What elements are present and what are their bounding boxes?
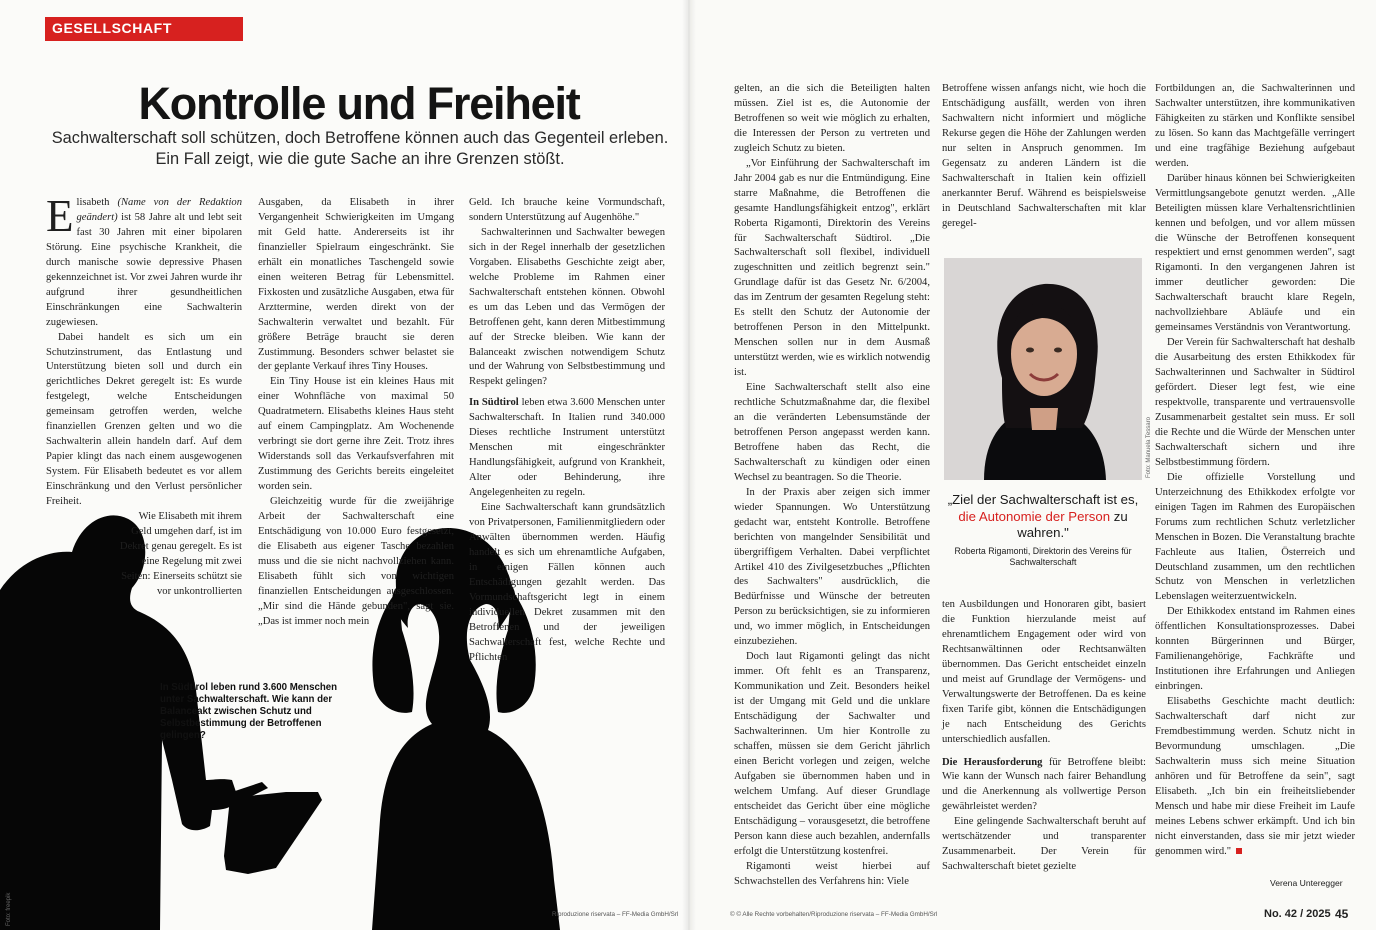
pull-quote-text: [944, 492, 1142, 542]
article-column-5-continued: [942, 598, 1146, 875]
paragraph: [46, 191, 242, 331]
portrait-illustration: [944, 258, 1142, 480]
paragraph: In der Praxis aber zeigen sich immer wieder Spannungen. Wo Unterstützung gedacht war, entsteht Kontrolle. Betroffene berichten von mangelnder Sensibilität und übergriffigem Verhalten. Dabei verpflichtet Artikel 410 des Zivilgesetzbuches „Pflichten des Sachwalters" ausdrücklich, die Bedürfnisse und Wünsche der betreuten Person zu berücksichtigen, sie zu informieren und, wo immer möglich, in Entscheidungen einzubeziehen.: [734, 486, 930, 648]
text-run: „Ziel der Sachwalterschaft ist es,: [947, 492, 1139, 507]
paragraph: [942, 756, 1146, 816]
paragraph: Eine gelingende Sachwalterschaft beruht auf wertschätzender und transparenter Zusammenarbeit. Der Verein für Sachwalterschaft bietet gezielte: [942, 816, 1146, 873]
paragraph: Wie Elisabeth mit ihrem Geld umgehen darf, ist im Dekret genau geregelt. Es ist eine Regelung mit zwei Seiten: Einerseits schützt sie vor unkontrollierten: [119, 511, 242, 597]
clipboard: [224, 792, 322, 874]
text-run: lisabeth: [76, 197, 118, 208]
end-of-article-square-icon: [1236, 848, 1242, 854]
paragraph: „Vor Einführung der Sachwalterschaft im Jahr 2004 gab es nur die Entmündigung. Eine starre Maßnahme, die Betroffenen die gesamte Handlungsfähigkeit entzog", erklärt Roberta Rigamonti, Direktorin des Vereins für Sachwalterschaft Südtirol. „Die Sachwalterschaft soll flexibel, individuell zugeschnitten und zeitlich begrenzt sein." Grundlage dafür ist das Gesetz Nr. 6/2004, das im Zentrum der gesamten Regelung steht: Es stellt den Schutz der Autonomie der betroffenen Person in den Mittelpunkt. Menschen sollen nur in dem Ausmaß unterstützt werden, wie es wirklich notwendig ist.: [734, 157, 930, 379]
headline: Kontrolle und Freiheit: [138, 78, 580, 129]
copyright-footer: Riproduzione riservata – FF-Media GmbH/Srl: [552, 911, 679, 918]
text-run: für Betroffene bleibt: Wie kann der Wunsch nach fairer Behandlung und die Anerkennung als vollwertige Person gewährleistet werden?: [942, 756, 1146, 813]
portrait-photo: [944, 258, 1142, 480]
text-run: leben etwa 3.600 Menschen unter Sachwalterschaft. In Italien rund 340.000 Dieses rechtliche Instrument unterstützt Menschen mit eingeschränkter Handlungsfähigkeit, aufgrund von Krankheit, Alter oder Behinderung, ihre Angelegenheiten zu regeln.: [469, 397, 665, 499]
paragraph: Ausgaben, da Elisabeth in ihrer Vergangenheit Schwierigkeiten im Umgang mit Geld hatte. Andererseits ist ihr finanzieller Spielraum eingeschränkt. Sie erhält ein monatliches Taschengeld sowie einen weiteren Betrag für Lebensmittel. Fixkosten und zusätzliche Ausgaben, etwa für Arzttermine, werden direkt von der Sachwalterin verwaltet und bezahlt. Für größere Beträge braucht sie deren Zustimmung. Besonders schwer belastet sie der geplante Verkauf ihres Tiny Houses.: [258, 197, 454, 373]
paragraph: Der Ethikkodex entstand im Rahmen eines öffentlichen Konsultationsprozesses. Dabei konnten Bürgerinnen und Bürger, Familienangehörige, Fachkräfte und Institutionen ihre Erfahrungen und Anliegen einbringen.: [1155, 606, 1355, 693]
paragraph: Der Verein für Sachwalterschaft hat deshalb die Ausarbeitung des ersten Ethikkodex für Sachwalterinnen und Sachwalter in Südtirol gefördert. Dieser legt fest, wie eine respektvolle, transparente und vertrauensvolle Zusammenarbeit gestaltet sein muss. Er soll die Rechte und die Würde der Menschen unter Sachwalterschaft sichern und ihre Selbstbestimmung fördern.: [1155, 337, 1355, 468]
paragraph: Die offizielle Vorstellung und Unterzeichnung des Ethikkodex erfolgte vor einigen Tagen im Rahmen des Europäischen Forums zum rechtlichen Schutz verletzlicher Menschen in Bozen. Die Veranstaltung brachte Fachleute aus Italien, Österreich und Deutschland zusammen, um den rechtlichen Schutz von Menschen in verletzlichen Lebenslagen weiterzuentwickeln.: [1155, 471, 1355, 603]
paragraph: [1155, 695, 1355, 859]
article-column-5: [942, 82, 1146, 232]
article-column-2: [258, 196, 454, 630]
article-column-6: [1155, 82, 1355, 860]
section-tag: GESELLSCHAFT: [45, 17, 243, 41]
pull-quote-attribution: Roberta Rigamonti, Direktorin des Vereins für Sachwalterschaft: [954, 545, 1132, 567]
paragraph: Gleichzeitig wurde für die zweijährige Arbeit der Sachwalterschaft eine Entschädigung von 10.000 Euro festgesetzt, die Elisabeth aus eigener Tasche bezahlen muss und die sie nicht nachvollziehen kann. Elisabeth fühlt sich von wichtigen finanziellen Entscheidungen ausgeschlossen. „Mir sind die Hände gebunden", sagt sie. „Das ist immer noch mein: [258, 496, 454, 627]
spine-gutter: [682, 0, 696, 930]
author-byline: Verena Unteregger: [1270, 878, 1343, 888]
standfirst-line-1: Sachwalterschaft soll schützen, doch Betroffene können auch das Gegenteil erleben.: [51, 129, 669, 147]
paragraph: ten Ausbildungen und Honoraren gibt, basiert die Funktion hierzulande meist auf ehrenamtlichem Engagement oder wird von Rechtsanwältinnen oder Rechtsanwälten übernommen. Das Gericht entscheidet einzeln und meist auf Grundlage der Vermögens- und Verwaltungswerte der Betroffenen. Da es keine fixen Tarife gibt, können die Entschädigungen je nach Entscheidung des Gerichts unterschiedlich ausfallen.: [942, 599, 1146, 745]
paragraph: Sachwalterinnen und Sachwalter bewegen sich in der Regel innerhalb der gesetzlichen Vorgaben. Elisabeths Geschichte zeigt aber, welche Probleme im Rahmen einer Sachwalterschaft entstehen können. Obwohl es um das Leben und das Vermögen der Betroffenen geht, kann deren Mitbestimmung auf der Strecke bleiben. Wie kann der Balanceakt zwischen notwendigem Schutz und der Wahrung von Selbstbestimmung und Respekt gelingen?: [469, 226, 665, 388]
text-run: zu wahren.": [1017, 508, 1128, 540]
issue-number: No. 42 / 2025: [1264, 908, 1331, 920]
paragraph: Fortbildungen an, die Sachwalterinnen und Sachwalter unterstützen, ihre kommunikativen Fähigkeiten zu stärken und Konflikte sensibel zu lösen. So kann das Machtgefälle verringert und eine tragfähige Beziehung aufgebaut werden.: [1155, 83, 1355, 169]
photo-credit: Foto: Manuela Tessaro: [1146, 417, 1152, 478]
paragraph: Dabei handelt es sich um ein Schutzinstrument, das Entlastung und Unterstützung bieten soll und durch ein gerichtliches Dekret geregelt ist: Es wurde festgelegt, welche Entscheidungen gemeinsam getroffen werden, welche finanziellen Grenzen gelten und wo die Sachwalterin allein handeln darf. Auf dem Papier klingt das nach einem ausgewogenen System. Für Elisabeth bedeutet es vor allem Einschränkung und den Verlust persönlicher Freiheit.: [46, 331, 242, 508]
article-column-3: [469, 196, 665, 666]
article-column-4: [734, 82, 930, 889]
paragraph: Betroffene wissen anfangs nicht, wie hoch die Entschädigung ausfällt, werden von ihren Sachwaltern nicht informiert und mögliche Rekurse gegen die Höhe der Zahlungen werden nur selten in Anspruch genommen. Im Gegensatz zu anderen Ländern ist die Sachwalterschaft in Italien kein offiziell anerkannter Beruf. Während es beispielsweise in Deutschland Sachwalterschaften mit klar geregel-: [942, 83, 1146, 229]
pull-quote: [944, 492, 1142, 568]
standfirst: [40, 128, 680, 170]
paragraph: Eine Sachwalterschaft stellt also eine rechtliche Schutzmaßnahme dar, die flexibel an die veränderten Lebensumstände der betroffenen Person angepasst werden kann. Betroffene haben das Recht, die Sachwalterschaft zu kündigen oder einen Wechsel zu beantragen. So die Theorie.: [734, 382, 930, 483]
photo-credit: Foto: freepik: [6, 892, 12, 926]
paragraph: Rigamonti weist hierbei auf Schwachstellen des Verfahrens hin: Viele: [734, 860, 930, 887]
standfirst-line-2: Ein Fall zeigt, wie die gute Sache an ihre Grenzen stößt.: [155, 150, 565, 168]
paragraph: Darüber hinaus können bei Schwierigkeiten Vermittlungsangebote genutzt werden. „Alle Beteiligten müssen klare Verhaltensrichtlinien kennen und befolgen, und vor allem müssen die Wünsche der Betroffenen konsequent respektiert und ernst genommen werden", sagt Rigamonti. In den vergangenen Jahren ist immer deutlicher geworden: Die Sachwalterschaft braucht klare Regeln, nachvollziehbare Abläufe und ein gemeinsames Verständnis von Verantwortung.: [1155, 172, 1355, 334]
article-column-1: [46, 191, 242, 600]
paragraph: [469, 396, 665, 501]
text-run: ist 58 Jahre alt und lebt seit fast 30 Jahren mit einer bipolaren Störung. Eine psychische Krankheit, die durch manische sowie depressive Phasen gekennzeichnet ist. Vor zwei Jahren wurde ihr aufgrund ihrer gesundheitlichen Einschränkungen eine Sachwalterin zugewiesen.: [46, 211, 242, 328]
text-run: Elisabeths Geschichte macht deutlich: Sachwalterschaft darf nicht zur Fremdbestimmung werden. Schutz nicht in Bevormundung umschlagen. „Die Sachwalterin muss sich meine Situation anhören und für Betroffene da sein", sagt Elisabeth. „Ich bin ein freiheitsliebender Mensch und habe mir diese Freiheit im Laufe meines Lebens schwer erkämpft. Und ich bin nicht einverstanden, dass sie mir jetzt wieder genommen wird.": [1155, 696, 1355, 857]
paragraph: Ein Tiny House ist ein kleines Haus mit einer Wohnfläche von maximal 50 Quadratmetern. Elisabeths kleines Haus steht auf einem Campingplatz. Am Wochenende verbringt sie dort gerne ihre Zeit. Trotz ihres Widerstands soll das Verkaufsverfahren mit Zustimmung des Gerichts bereits eingeleitet worden sein.: [258, 376, 454, 493]
run-in-heading: Die Herausforderung: [942, 756, 1043, 768]
run-in-heading: In Südtirol: [469, 397, 519, 409]
paragraph: gelten, an die sich die Beteiligten halten müssen. Ziel ist es, die Autonomie der Betroffenen so weit wie möglich zu erhalten, die Interessen der Person zu vertreten und zugleich Schutz zu bieten.: [734, 83, 930, 154]
paragraph: Doch laut Rigamonti gelingt das nicht immer. Oft fehlt es an Transparenz, Kommunikation und Zeit. Besonders heikel ist der Umgang mit Geld und die unklare Entschädigung der Sachwalter und Sachwalterinnen. Um hier Kontrolle zu schaffen, müssen sie dem Gericht jährlich einen Bericht vorlegen und zeigen, welche Aufgaben sie übernommen haben und in welchem Umfang. Auf dieser Grundlage entscheidet das Gericht über eine mögliche Entschädigung – vorausgesetzt, die betroffene Person kann diese auch bezahlen, andernfalls erfolgt die Unterstützung kostenfrei.: [734, 651, 930, 857]
drop-cap: E: [46, 191, 74, 241]
editorial-note: (Name von der Redaktion geändert): [76, 197, 242, 223]
paragraph: Geld. Ich brauche keine Vormundschaft, sondern Unterstützung auf Augenhöhe.": [469, 197, 665, 223]
copyright-footer: © © Alle Rechte vorbehalten/Riproduzione riservata – FF-Media GmbH/Srl: [730, 911, 938, 918]
quote-highlight: die Autonomie der Person: [958, 508, 1111, 524]
page-number: 45: [1335, 907, 1349, 921]
image-caption: In Südtirol leben rund 3.600 Menschen unter Sachwalterschaft. Wie kann der Balanceakt zwischen Schutz und Selbstbestimmung der Betroffenen gelingen?: [160, 682, 338, 741]
paragraph: Eine Sachwalterschaft kann grundsätzlich von Privatpersonen, Familienmitgliedern oder Anwälten übernommen werden. Häufig handelt es sich um ehrenamtliche Aufgaben, in einigen Fällen können auch Entschädigungen gezahlt werden. Das Vormundschaftsgericht legt in einem individuellen Dekret zusammen mit den Betroffenen und der jeweiligen Sachwalterschaft fest, welche Rechte und Pflichten: [469, 502, 665, 663]
